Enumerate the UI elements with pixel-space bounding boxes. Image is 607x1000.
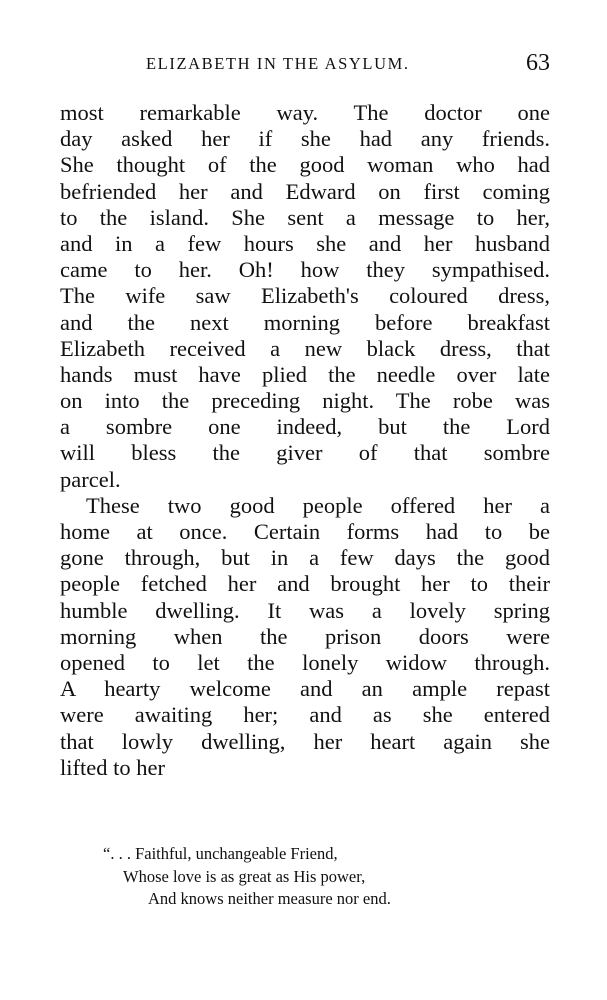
page-number: 63 xyxy=(526,50,550,76)
text-line: Elizabeth received a new black dress, that xyxy=(60,335,550,361)
text-line: to the island. She sent a message to her, xyxy=(60,204,550,230)
verse-line: Whose love is as great as His power, xyxy=(123,866,366,886)
verse-line: “. . . Faithful, unchangeable Friend, xyxy=(103,844,338,863)
text-line: day asked her if she had any friends. xyxy=(60,126,550,152)
text-line: and the next morning before breakfast xyxy=(60,309,550,335)
text-line: came to her. Oh! how they sympathised. xyxy=(60,257,550,283)
text-line: home at once. Certain forms had to be xyxy=(60,519,550,544)
text-line: that lowly dwelling, her heart again she xyxy=(60,728,550,754)
verse-quotation xyxy=(103,843,523,911)
text-line: hands must have plied the needle over late xyxy=(60,361,550,387)
running-head xyxy=(60,50,550,80)
text-line: most remarkable way. The doctor one xyxy=(60,100,550,125)
text-line: morning when the prison doors were xyxy=(60,623,550,649)
verse-line: And knows neither measure nor end. xyxy=(148,889,391,908)
text-line-paragraph-start: These two good people offered her a xyxy=(86,492,550,518)
text-line: She thought of the good woman who had xyxy=(60,152,550,178)
text-line: people fetched her and brought her to their xyxy=(60,571,550,597)
text-line: opened to let the lonely widow through. xyxy=(60,649,550,675)
text-line: The wife saw Elizabeth's coloured dress, xyxy=(60,283,550,309)
text-line-paragraph-end: parcel. xyxy=(60,466,121,492)
text-line: befriended her and Edward on first coming xyxy=(60,178,550,204)
text-line: were awaiting her; and as she entered xyxy=(60,702,550,728)
text-line: on into the preceding night. The robe was xyxy=(60,388,550,414)
text-line: will bless the giver of that sombre xyxy=(60,440,550,466)
body-text xyxy=(60,100,550,781)
text-line: A hearty welcome and an ample repast xyxy=(60,676,550,702)
text-line: gone through, but in a few days the good xyxy=(60,545,550,571)
text-line: and in a few hours she and her husband xyxy=(60,230,550,256)
text-line: a sombre one indeed, but the Lord xyxy=(60,414,550,440)
text-line-paragraph-end: lifted to her xyxy=(60,754,165,780)
text-line: humble dwelling. It was a lovely spring xyxy=(60,597,550,623)
running-title: ELIZABETH IN THE ASYLUM. xyxy=(146,54,410,73)
